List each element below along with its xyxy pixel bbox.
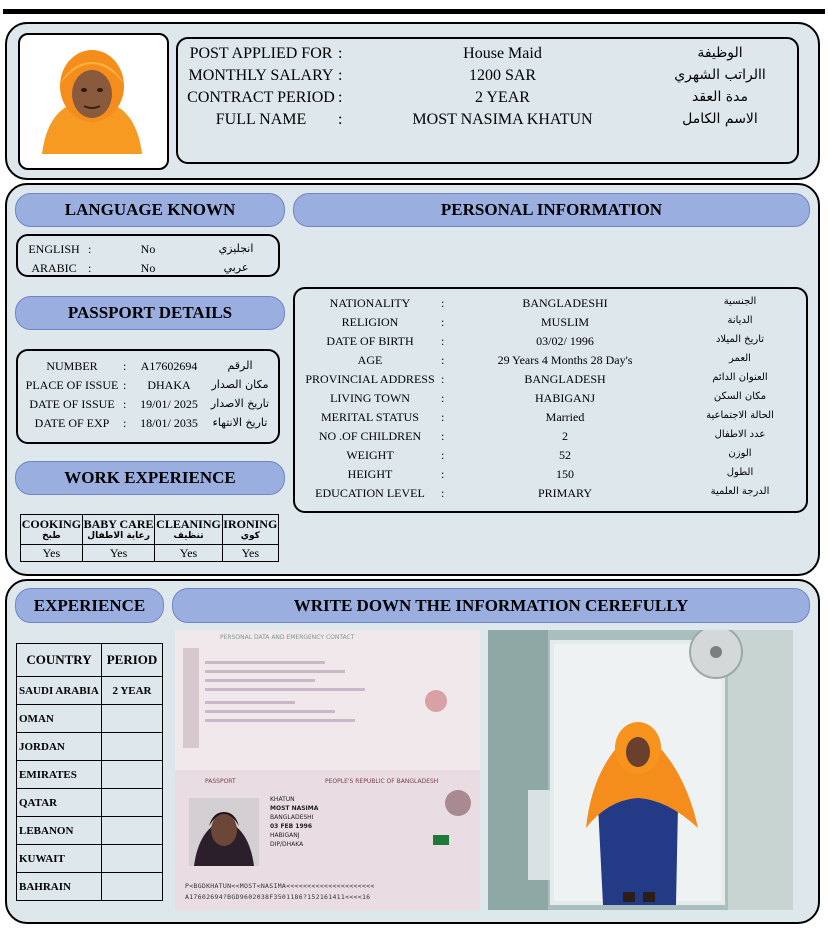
personal-arabic-label: العنوان الدائم [712,372,768,383]
experience-country: BAHRAIN [17,873,102,901]
personal-colon: : [441,334,445,348]
personal-label: EDUCATION LEVEL [315,486,425,500]
experience-country: QATAR [17,789,102,817]
experience-country: LEBANON [17,817,102,845]
header-colon: : [338,89,343,106]
header-label: CONTRACT PERIOD [187,89,335,106]
personal-value: 150 [556,467,574,481]
language-value: No [140,242,156,256]
top-rule [3,9,825,14]
skill-name-arabic: طبخ [42,530,61,541]
personal-arabic-label: الوزن [728,448,752,459]
skill-header-cell [21,515,83,545]
passport-mrz-line-1: P<BGDKHATUN<<MOST<NASIMA<<<<<<<<<<<<<<<<<<<<< [185,882,375,890]
passport-scan-passport-word: PASSPORT [205,778,236,785]
header-arabic-label: الوظيفة [697,45,743,61]
header-label: MONTHLY SALARY [188,67,334,84]
passport-value: A17602694 [140,359,198,373]
experience-period [102,845,163,873]
passport-colon: : [123,416,127,430]
personal-colon: : [441,410,445,424]
experience-row [17,873,163,901]
passport-arabic-label: تاريخ الاصدار [210,397,270,410]
personal-label: PROVINCIAL ADDRESS [305,372,435,386]
passport-label: DATE OF EXP [34,416,110,430]
experience-period [102,789,163,817]
skill-value: Yes [222,545,278,562]
personal-value: BANGLADESHI [522,296,608,310]
personal-value: BANGLADESH [524,372,606,386]
work-experience-title: WORK EXPERIENCE [15,461,285,495]
header-label: FULL NAME [215,111,307,128]
header-arabic-label: االراتب الشهري [674,67,766,83]
personal-arabic-label: الجنسية [723,296,757,307]
experience-country: OMAN [17,705,102,733]
personal-colon: : [441,296,445,310]
skill-header-cell [82,515,155,545]
personal-arabic-label: الطول [726,467,754,478]
personal-value: 52 [559,448,571,462]
passport-scan-surname: KHATUN [270,796,295,803]
skill-header-cell [155,515,222,545]
col-country-header: COUNTRY [17,644,102,677]
experience-period: 2 YEAR [102,677,163,705]
experience-row [17,733,163,761]
passport-scan-dob: 03 FEB 1996 [270,823,312,830]
passport-scan-image [175,630,480,910]
personal-arabic-label: تاريخ الميلاد [715,334,765,345]
header-value: MOST NASIMA KHATUN [412,111,593,128]
personal-arabic-label: عدد الاطفال [714,429,766,440]
personal-colon: : [441,353,445,367]
language-label: ARABIC [31,261,77,275]
skill-name: COOKING [21,516,82,531]
experience-period [102,873,163,901]
full-body-photo [488,630,793,910]
skill-header-cell [222,515,278,545]
personal-label: NATIONALITY [329,296,411,310]
personal-arabic-label: الحالة الاجتماعية [706,410,774,421]
language-title: LANGUAGE KNOWN [15,193,285,227]
personal-value: HABIGANJ [535,391,595,405]
header-label: POST APPLIED FOR [189,45,333,62]
skill-name: BABY CARE [83,516,154,531]
experience-row [17,817,163,845]
personal-label: MERITAL STATUS [321,410,419,424]
passport-label: DATE OF ISSUE [29,397,115,411]
personal-arabic-label: العمر [729,353,751,364]
experience-country: EMIRATES [17,761,102,789]
passport-value: 18/01/ 2035 [140,416,198,430]
header-colon: : [338,111,343,128]
personal-value: MUSLIM [540,315,589,329]
experience-period [102,705,163,733]
personal-arabic-label: مكان السكن [713,391,767,402]
passport-colon: : [123,359,127,373]
col-period-header: PERIOD [102,644,163,677]
skill-value: Yes [155,545,222,562]
experience-country: JORDAN [17,733,102,761]
passport-scan-top-heading: PERSONAL DATA AND EMERGENCY CONTACT [220,634,355,641]
personal-value: 29 Years 4 Months 28 Day's [497,353,633,367]
work-skills-table [20,514,279,562]
passport-value: DHAKA [147,378,191,392]
experience-row [17,705,163,733]
passport-arabic-label: مكان الصدار [211,378,269,391]
skill-name: IRONING [223,516,278,531]
personal-colon: : [441,448,445,462]
header-value: 1200 SAR [468,67,537,84]
profile-photo [32,44,152,154]
personal-colon: : [441,486,445,500]
header-value: House Maid [463,45,542,62]
header-arabic-label: مدة العقد [692,89,748,105]
personal-value: 03/02/ 1996 [536,334,594,348]
personal-value: Married [545,410,585,424]
header-colon: : [338,67,343,84]
experience-row [17,761,163,789]
personal-label: RELIGION [341,315,399,329]
skill-name-arabic: رعاية الاطفال [87,530,150,541]
write-info-title: WRITE DOWN THE INFORMATION CEREFULLY [172,588,810,623]
personal-colon: : [441,429,445,443]
experience-title: EXPERIENCE [15,588,164,623]
header-value: 2 YEAR [475,89,530,106]
passport-value: 19/01/ 2025 [140,397,198,411]
skill-name: CLEANING [156,516,221,531]
skill-value: Yes [82,545,155,562]
passport-scan-bottom-heading: PEOPLE'S REPUBLIC OF BANGLADESH [325,778,439,785]
personal-colon: : [441,467,445,481]
passport-colon: : [123,397,127,411]
experience-period [102,733,163,761]
language-colon: : [88,261,92,275]
personal-label: AGE [357,353,383,367]
personal-value: PRIMARY [537,486,593,500]
passport-mrz-line-2: A17602694?BGD9602038F3501186?152161411<<<<16 [185,893,371,901]
personal-colon: : [441,372,445,386]
personal-value: 2 [562,429,568,443]
personal-label: LIVING TOWN [330,391,410,405]
skill-value: Yes [21,545,83,562]
experience-period [102,761,163,789]
experience-row [17,789,163,817]
passport-label: PLACE OF ISSUE [25,378,119,392]
passport-arabic-label: تاريخ الانتهاء [212,416,268,429]
passport-scan-authority: DIP/DHAKA [270,841,304,848]
passport-scan-place: HABIGANJ [270,832,300,839]
experience-table [16,643,163,901]
language-arabic-label: عربي [223,261,249,274]
personal-label: DATE OF BIRTH [326,334,414,348]
personal-colon: : [441,391,445,405]
personal-info-title: PERSONAL INFORMATION [293,193,810,227]
skill-name-arabic: كوي [240,530,260,541]
experience-period [102,817,163,845]
passport-arabic-label: الرقم [227,359,253,372]
personal-label: HEIGHT [347,467,393,481]
passport-scan-nationality: BANGLADESHI [270,814,314,821]
experience-country: KUWAIT [17,845,102,873]
passport-title: PASSPORT DETAILS [15,296,285,330]
passport-scan-given: MOST NASIMA [270,805,319,812]
header-arabic-label: الاسم الكامل [682,111,758,127]
passport-colon: : [123,378,127,392]
experience-row [17,845,163,873]
experience-country: SAUDI ARABIA [17,677,102,705]
personal-label: NO .OF CHILDREN [318,429,422,443]
language-arabic-label: انجليزي [218,242,254,255]
personal-label: WEIGHT [346,448,394,462]
header-colon: : [338,45,343,62]
personal-colon: : [441,315,445,329]
language-label: ENGLISH [28,242,80,256]
personal-arabic-label: الدرجة العلمية [710,486,770,497]
passport-label: NUMBER [46,359,98,373]
personal-arabic-label: الديانة [727,315,753,326]
skill-name-arabic: تنظيف [173,530,204,541]
language-value: No [140,261,156,275]
language-colon: : [88,242,92,256]
experience-row [17,677,163,705]
